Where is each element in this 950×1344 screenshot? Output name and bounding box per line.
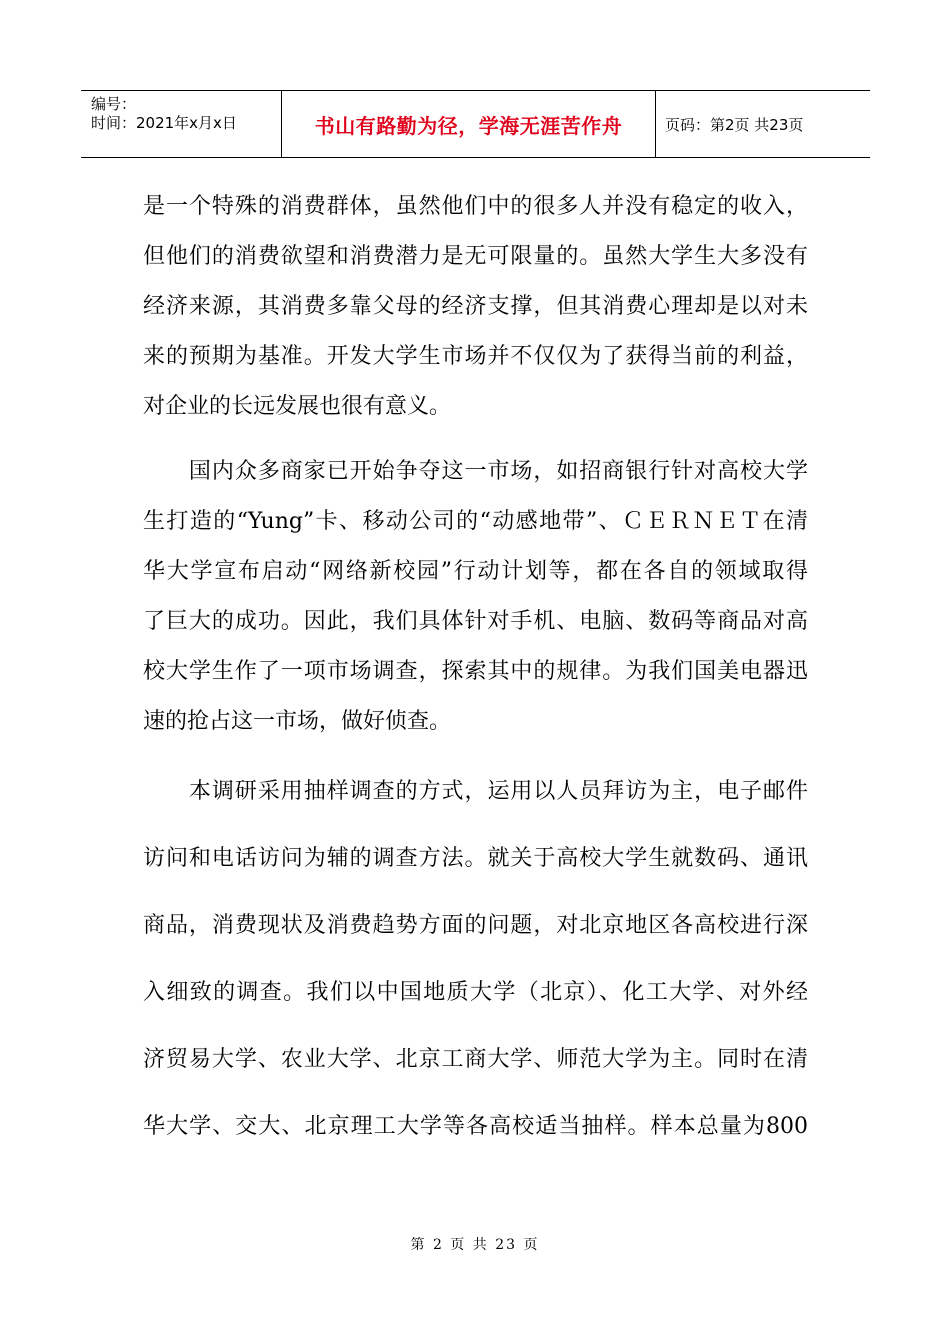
text-line: 但他们的消费欲望和消费潜力是无可限量的。虽然大学生大多没有	[143, 244, 808, 269]
paragraph-2	[143, 447, 808, 747]
header-table	[81, 90, 870, 158]
text-line: 入细致的调查。我们以中国地质大学（北京）、化工大学、对外经	[143, 980, 808, 1005]
text-line: 华大学、交大、北京理工大学等各高校适当抽样。样本总量为800	[143, 1114, 808, 1139]
page-footer: 第 2 页 共 23 页	[410, 1237, 540, 1253]
text-line: 本调研采用抽样调查的方式，运用以人员拜访为主，电子邮件	[143, 779, 808, 804]
text-line: 生打造的“Yung”卡、移动公司的“动感地带”、ＣＥＲＮＥＴ在清	[143, 509, 808, 534]
text-line: 来的预期为基准。开发大学生市场并不仅仅为了获得当前的利益，	[143, 344, 808, 369]
text-line: 是一个特殊的消费群体，虽然他们中的很多人并没有稳定的收入，	[143, 194, 808, 219]
header-meta-cell	[81, 91, 281, 157]
text-line: 经济来源，其消费多靠父母的经济支撑，但其消费心理却是以对未	[143, 294, 808, 319]
document-time-label: 时间：2021年x月x日	[91, 114, 237, 132]
text-line: 华大学宣布启动“网络新校园”行动计划等，都在各自的领域取得	[143, 559, 808, 584]
text-line: 访问和电话访问为辅的调查方法。就关于高校大学生就数码、通讯	[143, 846, 808, 871]
header-page-number: 页码：第2页 共23页	[665, 115, 804, 134]
document-body	[143, 182, 808, 1164]
text-line: 了巨大的成功。因此，我们具体针对手机、电脑、数码等商品对高	[143, 609, 808, 634]
paragraph-3	[143, 762, 808, 1164]
header-motto: 书山有路勤为径，学海无涯苦作舟	[281, 91, 656, 157]
paragraph-1	[143, 182, 808, 432]
text-line: 国内众多商家已开始争夺这一市场，如招商银行针对高校大学	[143, 459, 808, 484]
text-line: 商品，消费现状及消费趋势方面的问题，对北京地区各高校进行深	[143, 913, 808, 938]
text-line: 对企业的长远发展也很有意义。	[143, 394, 452, 419]
text-line: 校大学生作了一项市场调查，探索其中的规律。为我们国美电器迅	[143, 659, 808, 684]
text-line: 速的抢占这一市场，做好侦查。	[143, 709, 452, 734]
document-number-label: 编号：	[91, 95, 137, 113]
text-line: 济贸易大学、农业大学、北京工商大学、师范大学为主。同时在清	[143, 1047, 808, 1072]
